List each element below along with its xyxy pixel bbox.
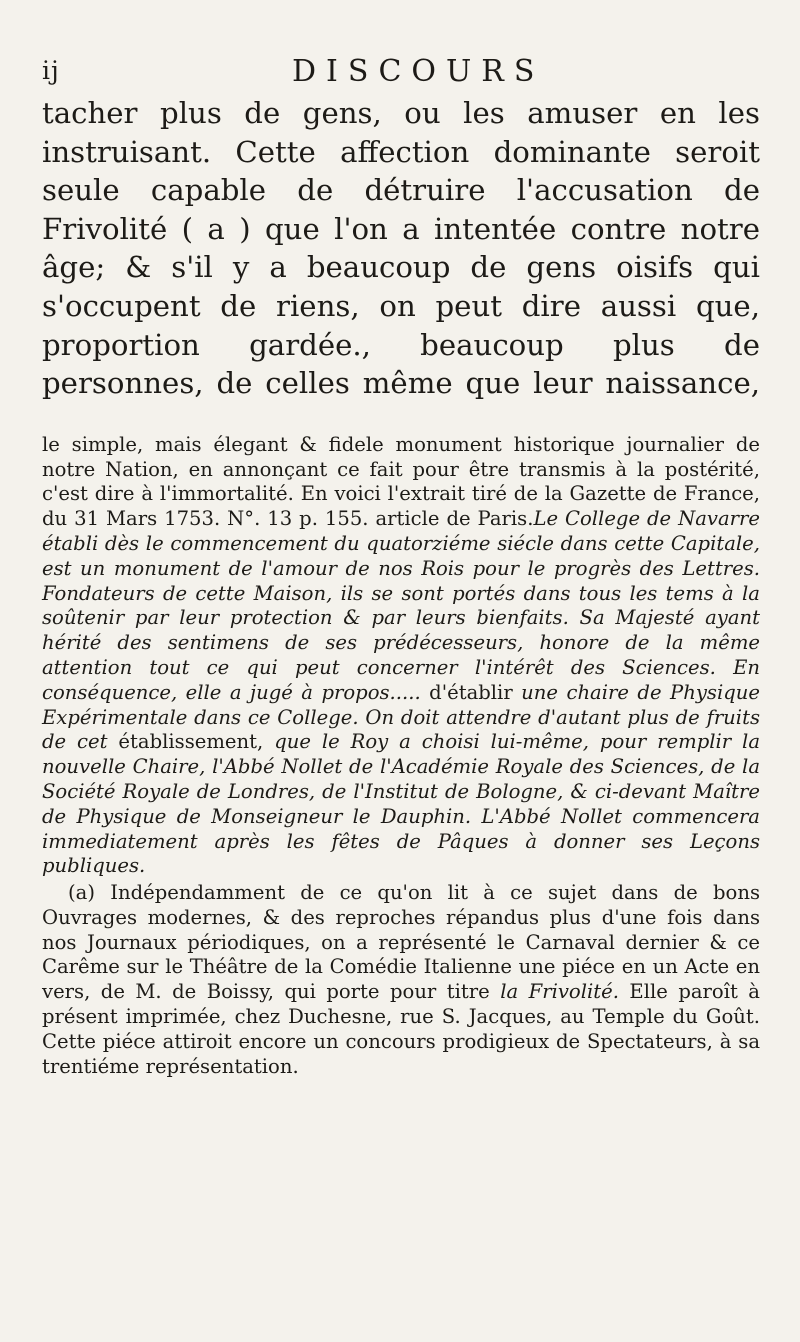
footnote-a-marker: (a) [68,881,95,905]
word-etablir: d'établir [429,680,513,704]
footnote-a-text-2: Elle paroît à présent imprimée, chez Duchesne, rue S. Jacques, au Temple du Goût. Cette piéce attiroit encore un concours prodigieux de Spectateurs, à sa trentiéme représentation. [42,980,760,1078]
gazette-quote-3: que le Roy a choisi lui-même, pour remplir la nouvelle Chaire, l'Abbé Nollet de l'Académie Royale des Sciences, de la Société Royale de Londres, de l'Institut de Bologne, & ci-devant Maître de Physique de Monseigneur le Dauphin. L'Abbé Nollet commencera immediatement après les fêtes de Pâques à donner ses Leçons publiques. [42,730,760,878]
page-number: ij [42,56,60,85]
footnote-gazette [42,433,760,879]
gazette-quote-1: Le College de Navarre établi dès le commencement du quatorziéme siécle dans cette Capitale, est un monument de l'amour de nos Rois pour le progrès des Lettres. Fondateurs de cette Maison, ils se sont portés dans tous les tems à la soûtenir par leur protection & par leurs bienfaits. Sa Majesté ayant hérité des sentimens de ses prédécesseurs, honore de la même attention tout ce qui peut concerner l'intérêt des Sciences. En conséquence, elle a jugé à propos..... [42,507,760,704]
main-paragraph: tacher plus de gens, ou les amuser en les instruisant. Cette affection dominante seroit seule capable de détruire l'accusation de Frivolité ( a ) que l'on a intentée contre notre âge; & s'il y a beaucoup de gens oisifs qui s'occupent de riens, on peut dire aussi que, proportion gardée., beaucoup plus de personnes, de celles même que leur naissance, [42,96,760,401]
word-etablissement: établissement, [118,730,264,754]
page-header [42,50,760,90]
footnote-a-play-title: la Frivolité. [500,980,619,1004]
gazette-quote-2: une chaire de Physique Expérimentale dans ce College. On doit attendre d'autant plus de fruits de cet [42,680,760,754]
running-title: DISCOURS [292,54,545,89]
footnote-a [42,881,760,1079]
footnote-a-text-1: Indépendamment de ce qu'on lit à ce sujet dans de bons Ouvrages modernes, & des reproches répandus plus d'une fois dans nos Journaux périodiques, on a représenté le Carnaval dernier & ce Carême sur le Théâtre de la Comédie Italienne une piéce en un Acte en vers, de M. de Boissy, qui porte pour titre [42,881,760,1004]
footnote-gazette-intro: le simple, mais élegant & fidele monument historique journalier de notre Nation, en annonçant ce fait pour être transmis à la postérité, c'est dire à l'immortalité. En voici l'extrait tiré de la Gazette de France, du 31 Mars 1753. N°. 13 p. 155. article de Paris. [42,432,760,531]
